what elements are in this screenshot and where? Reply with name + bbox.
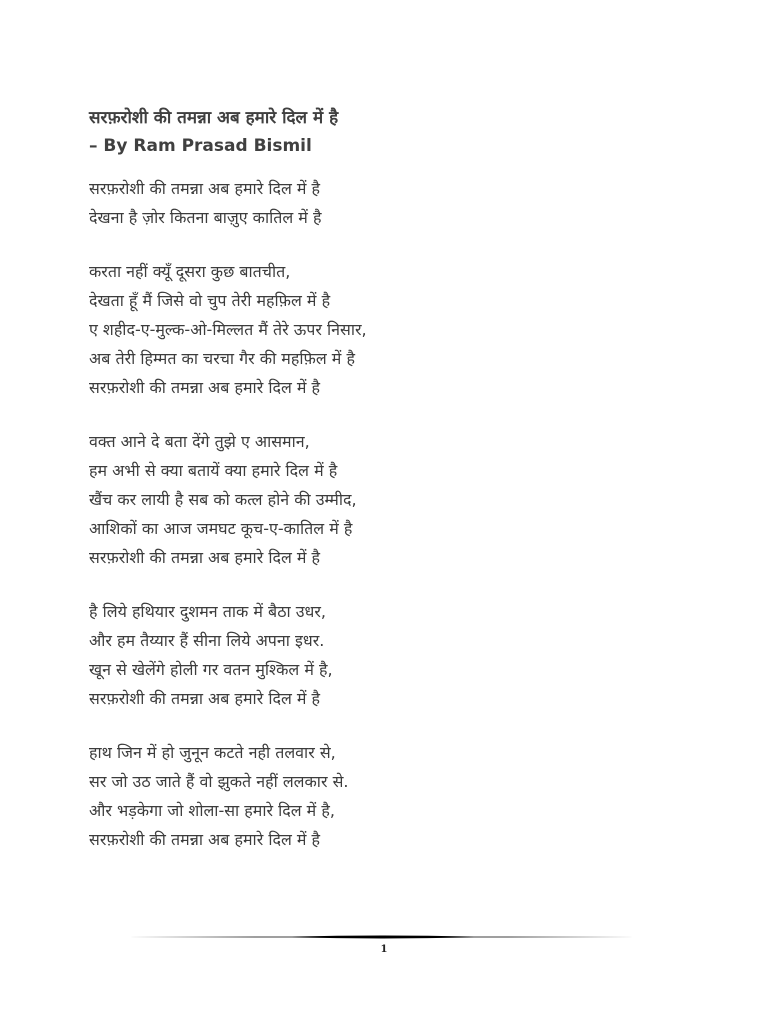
verse-line: देखना है ज़ोर कितना बाज़ुए कातिल में है <box>89 208 322 227</box>
verse-line: हाथ जिन में हो जुनून कटते नही तलवार से, <box>89 743 336 762</box>
stanza-2 <box>89 257 689 402</box>
poem-author: – By Ram Prasad Bismil <box>89 136 312 156</box>
poem-body <box>89 174 689 854</box>
footer-divider <box>112 933 655 941</box>
verse-line: सरफ़रोशी की तमन्ना अब हमारे दिल में है <box>89 179 321 198</box>
verse-line: आशिकों का आज जमघट कूच-ए-कातिल में है <box>89 519 353 538</box>
verse-line: और हम तैय्यार हैं सीना लिये अपना इधर. <box>89 631 325 650</box>
verse-line: सरफ़रोशी की तमन्ना अब हमारे दिल में है <box>89 830 321 849</box>
stanza-5 <box>89 738 689 854</box>
verse-line: अब तेरी हिम्मत का चरचा गैर की महफ़िल में है <box>89 349 355 368</box>
poem-title: सरफ़रोशी की तमन्ना अब हमारे दिल में है <box>89 108 339 128</box>
verse-line: ए शहीद-ए-मुल्क-ओ-मिल्लत मैं तेरे ऊपर निसार, <box>89 320 367 339</box>
verse-line: देखता हूँ मैं जिसे वो चुप तेरी महफ़िल में है <box>89 291 331 310</box>
verse-line: हम अभी से क्या बतायें क्या हमारे दिल में है <box>89 461 338 480</box>
poem-heading <box>89 104 338 160</box>
verse-line: सर जो उठ जाते हैं वो झुकते नहीं ललकार से. <box>89 772 349 791</box>
verse-line: वक्त आने दे बता देंगे तुझे ए आसमान, <box>89 432 310 451</box>
verse-line: करता नहीं क्यूँ दूसरा कुछ बातचीत, <box>89 262 291 281</box>
stanza-3 <box>89 427 689 572</box>
verse-line: और भड़केगा जो शोला-सा हमारे दिल में है, <box>89 801 335 820</box>
page-number: 1 <box>380 944 388 955</box>
verse-line: है लिये हथियार दुशमन ताक में बैठा उधर, <box>89 602 326 621</box>
verse-line: सरफ़रोशी की तमन्ना अब हमारे दिल में है <box>89 689 321 708</box>
verse-line: सरफ़रोशी की तमन्ना अब हमारे दिल में है <box>89 378 321 397</box>
stanza-1 <box>89 174 689 232</box>
stanza-4 <box>89 597 689 713</box>
verse-line: खून से खेलेंगे होली गर वतन मुश्किल में है, <box>89 660 333 679</box>
verse-line: सरफ़रोशी की तमन्ना अब हमारे दिल में है <box>89 548 321 567</box>
verse-line: खैंच कर लायी है सब को कत्ल होने की उम्मीद, <box>89 490 357 509</box>
